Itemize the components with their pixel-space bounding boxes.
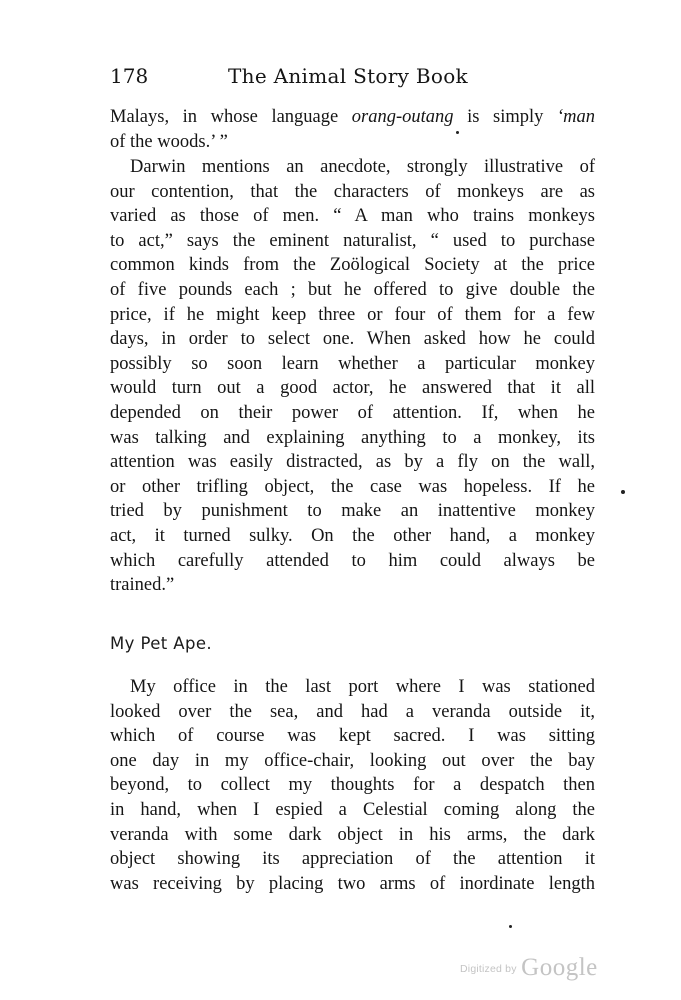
text-line: varied as those of men. “ A man who trains monkeys [110,206,595,227]
running-head [110,62,595,90]
watermark-prefix: Digitized by [460,963,517,975]
text-line: was receiving by placing two arms of inordinate length [110,873,595,894]
paragraph-darwin [110,155,595,598]
text-line: beyond, to collect my thoughts for a despatch then [110,775,595,796]
text-line: of five pounds each ; but he offered to give double the [110,279,595,300]
text-line [110,105,595,130]
text-line: would turn out a good actor, he answered that it all [110,378,595,399]
text-line: My office in the last port where I was stationed [130,677,595,697]
paragraph-malays [110,105,595,154]
text-line: tried by punishment to make an inattentive monkey [110,501,595,522]
watermark-brand: Google [521,954,598,981]
text-line: one day in my office-chair, looking out over the bay [110,750,595,771]
text-line: which of course was kept sacred. I was sitting [110,726,595,747]
italic-term: orang-outang [351,107,454,127]
text-line: price, if he might keep three or four of them for a few [110,304,595,325]
text-line: our contention, that the characters of monkeys are as [110,181,595,202]
text-line: common kinds from the Zoölogical Society at the price [110,255,595,276]
ink-speck [509,925,512,928]
text-line: possibly so soon learn whether a particular monkey [110,353,595,374]
text-line: attention was easily distracted, as by a fly on the wall, [110,452,595,473]
text-line: trained.” [110,575,175,596]
text-line: veranda with some dark object in his arms, the dark [110,824,595,845]
paragraph-office [110,675,595,896]
text-line: in hand, when I espied a Celestial coming along the [110,799,595,820]
text-line: days, in order to select one. When asked how he could [110,329,595,350]
text-line: to act,” says the eminent naturalist, “ used to purchase [110,230,595,251]
text-line: act, it turned sulky. On the other hand, a monkey [110,525,595,546]
text-line: or other trifling object, the case was hopeless. If he [110,476,595,497]
italic-quote: ‘man [556,107,595,127]
text-span: Malays, in whose language [110,107,352,127]
text-line: of the woods.’ ” [110,131,228,152]
text-line: looked over the sea, and had a veranda outside it, [110,701,595,722]
digitized-watermark [460,954,598,984]
section-heading: My Pet Ape. [110,634,213,653]
ink-speck [621,490,625,494]
page-number: 178 [110,64,149,88]
text-line: which carefully attended to him could always be [110,550,595,571]
running-title: The Animal Story Book [228,64,468,88]
text-line: depended on their power of attention. If, when he [110,402,595,423]
text-span: is simply [453,107,557,127]
text-line: Darwin mentions an anecdote, strongly illustrative of [130,157,595,177]
text-line: was talking and explaining anything to a monkey, its [110,427,595,448]
text-line: object showing its appreciation of the attention it [110,849,595,870]
ink-speck [456,131,459,134]
